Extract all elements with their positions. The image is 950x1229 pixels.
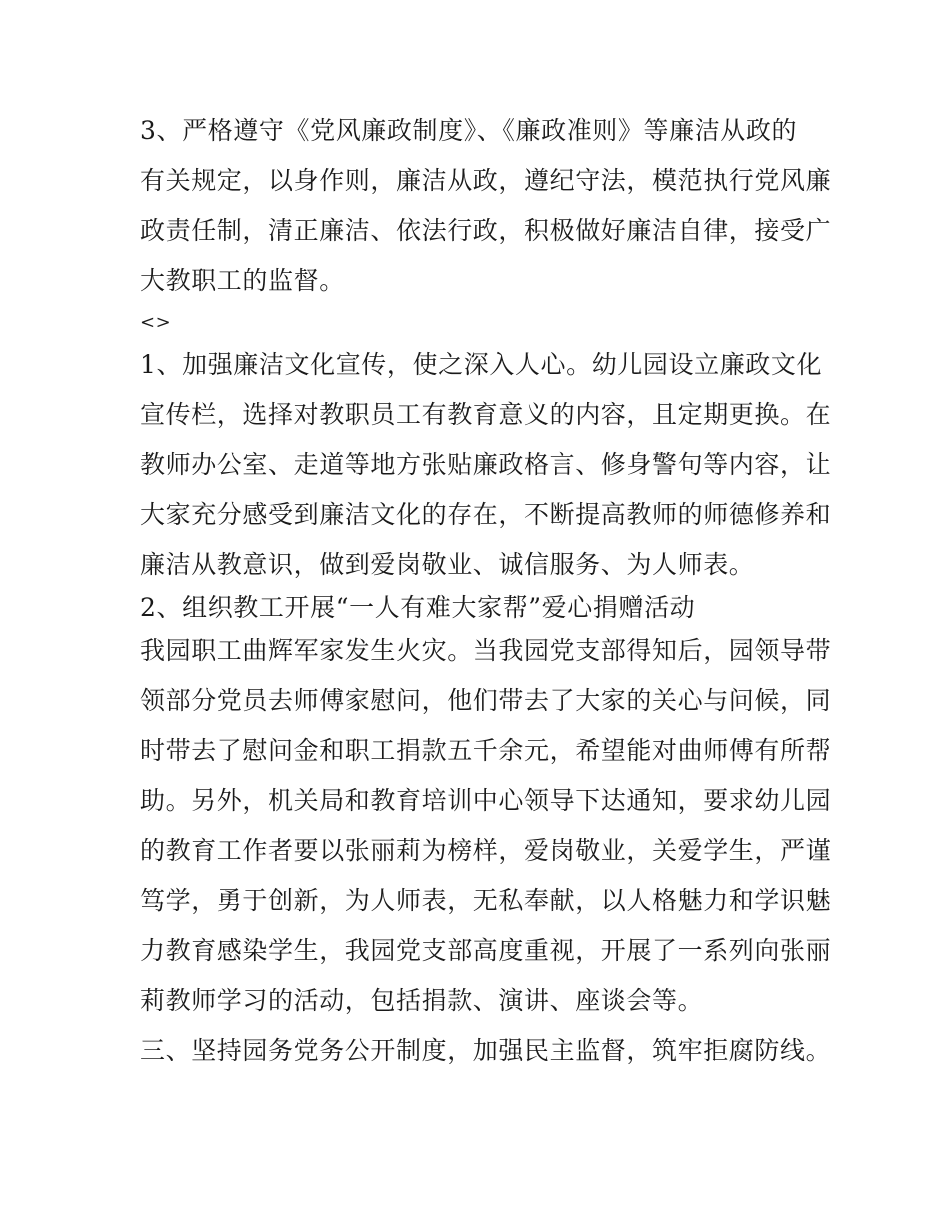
paragraph-line: 领部分党员去师傅家慰问，他们带去了大家的关心与问候，同 [140,686,832,715]
paragraph-line: 教师办公室、走道等地方张贴廉政格言、修身警句等内容，让 [140,450,832,479]
paragraph-line: 莉教师学习的活动，包括捐款、演讲、座谈会等。 [140,986,704,1015]
document-body [140,106,832,1076]
paragraph-line: 大教职工的监督。 [140,266,345,295]
paragraph-line: 笃学，勇于创新，为人师表，无私奉献，以人格魅力和学识魅 [140,886,832,915]
paragraph-line: 廉洁从教意识，做到爱岗敬业、诚信服务、为人师表。 [140,550,755,579]
paragraph-line: 大家充分感受到廉洁文化的存在，不断提高教师的师德修养和 [140,500,832,529]
paragraph-line: 有关规定，以身作则，廉洁从政，遵纪守法，模范执行党风廉 [140,166,832,195]
section-heading: 2、组织教工开展“一人有难大家帮”爱心捐赠活动 [140,593,696,622]
paragraph-line: 宣传栏，选择对教职员工有教育意义的内容，且定期更换。在 [140,400,832,429]
paragraph-line: 的教育工作者要以张丽莉为榜样，爱岗敬业，关爱学生，严谨 [140,836,832,865]
section-heading: 三、坚持园务党务公开制度，加强民主监督，筑牢拒腐防线。 [140,1036,832,1065]
paragraph-line: 政责任制，清正廉洁、依法行政，积极做好廉洁自律，接受广 [140,216,832,245]
paragraph-line: 1、加强廉洁文化宣传，使之深入人心。幼儿园设立廉政文化 [140,350,823,379]
paragraph-line: 3、严格遵守《党风廉政制度》、《廉政准则》等廉洁从政的 [140,116,798,145]
paragraph-line: 我园职工曲辉军家发生火灾。当我园党支部得知后，园领导带 [140,636,832,665]
paragraph-line: 力教育感染学生，我园党支部高度重视，开展了一系列向张丽 [140,936,832,965]
section-marker: <> [140,312,172,333]
paragraph-line: 助。另外，机关局和教育培训中心领导下达通知，要求幼儿园 [140,786,832,815]
paragraph-line: 时带去了慰问金和职工捐款五千余元，希望能对曲师傅有所帮 [140,736,832,765]
